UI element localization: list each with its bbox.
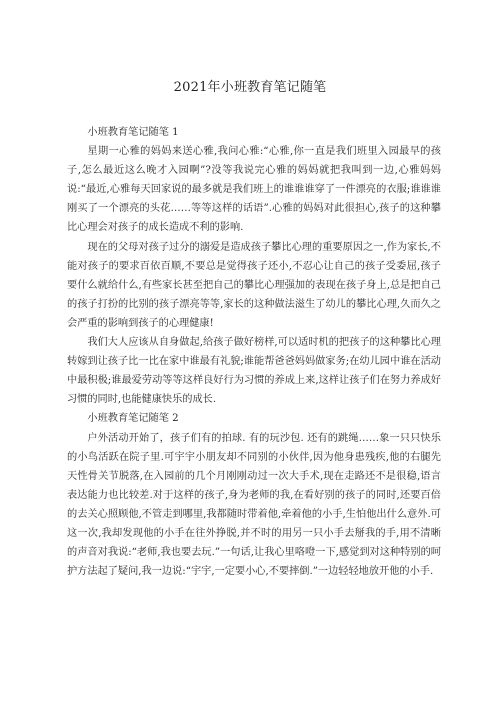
document-title: 2021年小班教育笔记随笔 xyxy=(173,80,327,95)
document-body xyxy=(67,123,441,581)
paragraph: 现在的父母对孩子过分的溺爱是造成孩子攀比心理的重要原因之一,作为家长,不能对孩子的要求百依百顺,不要总是觉得孩子还小,不忍心让自己的孩子受委屈,孩子要什么就给什么,有些家长甚至把自己的攀比心理强加的表现在孩子身上,总是把自己的孩子打扮的比别的孩子漂亮等等,家长的这种做法滋生了幼儿的攀比心理,久而久之会严重的影响到孩子的心理健康! xyxy=(67,241,441,329)
paragraph: 户外活动开始了，孩子们有的拍球. 有的玩沙包. 还有的跳绳……象一只只快乐的小鸟活跃在院子里.可宇宇小朋友却不同别的小伙伴,因为他身患残疾,他的右腿先天性骨关节脱落,在入园前的几个月刚刚动过一次大手术,现在走路还不是很稳,语言表达能力也比较差.对于这样的孩子,身为老师的我,在看好别的孩子的同时,还要百倍的去关心照顾他,不管走到哪里,我都随时带着他,牵着他的小手,生怕他出什么意外.可这一次,我却发现他的小手在往外挣脱,并不时的用另一只小手去掰我的手,用不清晰的声音对我说:“老师,我也要去玩.”一句话,让我心里咯噔一下,感觉到对这种特别的呵护方法起了疑问,我一边说:“宇宇,一定要小心,不要摔倒.”一边轻轻地放开他的小手. xyxy=(67,432,441,578)
section-heading-1: 小班教育笔记随笔 1 xyxy=(87,127,179,138)
paragraph: 我们大人应该从自身做起,给孩子做好榜样,可以适时机的把孩子的这种攀比心理转嫁到让孩子比一比在家中谁最有礼貌;谁能帮爸爸妈妈做家务;在幼儿园中谁在活动中最积极;谁最爱劳动等等这样良好行为习惯的养成上来,这样让孩子们在努力养成好习惯的同时,也能健康快乐的成长. xyxy=(67,337,441,406)
paragraph: 星期一心雅的妈妈来送心雅,我问心雅:“心雅,你一直是我们班里入园最早的孩子,怎么最近这么晚才入园啊”?没等我说完心雅的妈妈就把我叫到一边,心雅妈妈说:“最近,心雅每天回家说的最多就是我们班上的谁谁谁穿了一件漂亮的衣服;谁谁谁刚买了一个漂亮的头花……等等这样的话语”.心雅的妈妈对此很担心,孩子的这种攀比心理会对孩子的成长造成不利的影响. xyxy=(67,146,441,234)
section-heading-2: 小班教育笔记随笔 2 xyxy=(87,413,179,425)
